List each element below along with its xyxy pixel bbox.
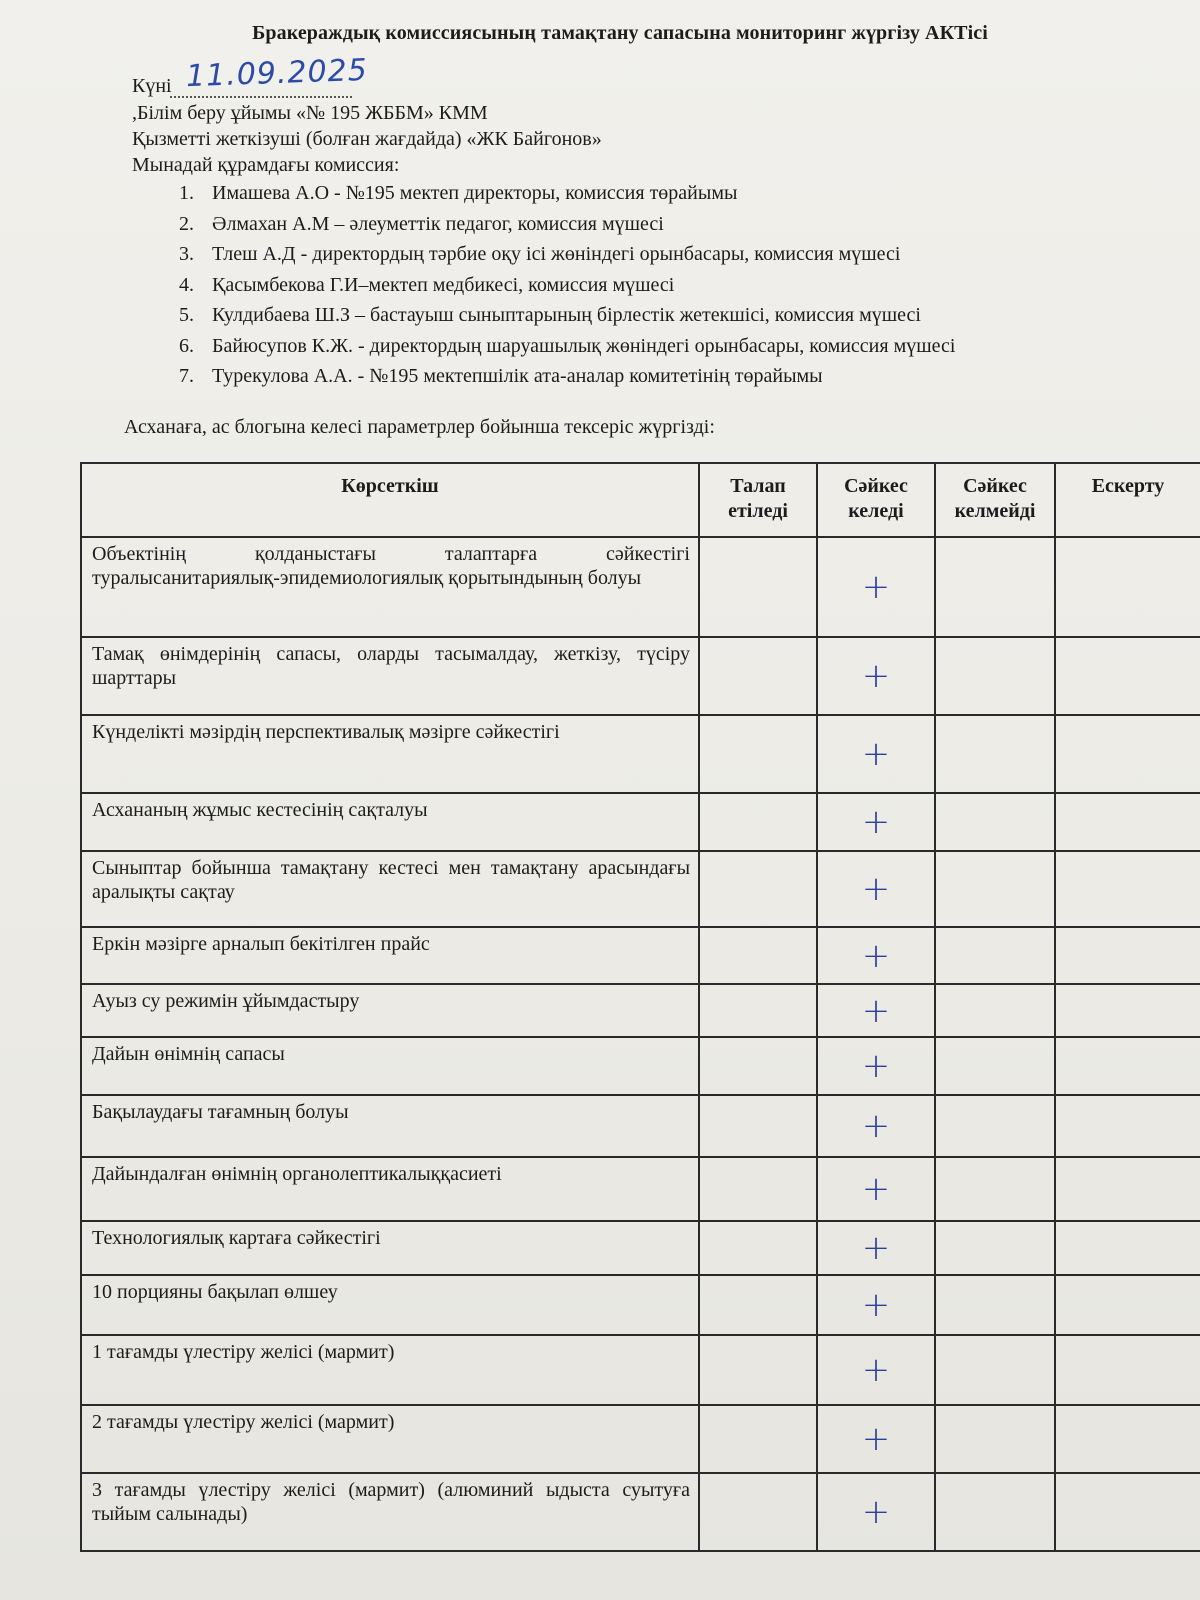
not-complies-cell [935,793,1055,851]
indicator-cell: Еркін мәзірге арналып бекітілген прайс [81,927,699,984]
date-handwritten: 11.09.2025 [185,52,369,95]
commission-intro: Мынадай құрамдағы комиссия: [132,154,400,176]
table-row [81,1473,1200,1551]
complies-mark: + [817,1473,935,1551]
not-complies-cell [935,1473,1055,1551]
indicator-cell: 10 порцияны бақылап өлшеу [81,1275,699,1335]
complies-mark: + [817,1037,935,1095]
complies-mark: + [817,1275,935,1335]
complies-mark: + [817,1221,935,1275]
not-complies-cell [935,537,1055,637]
table-row [81,927,1200,984]
header-indicator: Көрсеткіш [81,463,699,537]
indicator-cell: Сыныптар бойынша тамақтану кестесі мен тамақтану арасындағы аралықты сақтау [81,851,699,927]
required-cell [699,851,817,927]
complies-mark: + [817,715,935,793]
complies-mark: + [817,927,935,984]
not-complies-cell [935,637,1055,715]
complies-mark: + [817,537,935,637]
required-cell [699,715,817,793]
required-cell [699,1037,817,1095]
list-item: 3. Тлеш А.Д - директордың тәрбие оқу ісі жөніндегі орынбасары, комиссия мүшесі [179,243,901,265]
date-dotted-line [170,96,352,98]
required-cell [699,637,817,715]
commission-members-list [150,182,955,396]
required-cell [699,1335,817,1405]
note-cell [1055,1405,1200,1473]
organization-line: ,Білім беру ұйымы «№ 195 ЖББМ» КММ [132,102,488,124]
note-cell [1055,1095,1200,1157]
table-header-row [81,463,1200,537]
complies-mark: + [817,851,935,927]
document-title: Бракераждық комиссиясының тамақтану сапасына мониторинг жүргізу АКТісі [252,22,988,44]
required-cell [699,927,817,984]
indicator-cell: Ауыз су режимін ұйымдастыру [81,984,699,1037]
complies-mark: + [817,1335,935,1405]
not-complies-cell [935,1335,1055,1405]
note-cell [1055,1275,1200,1335]
note-cell [1055,1335,1200,1405]
list-item: 1. Имашева А.О - №195 мектеп директоры, комиссия төрайымы [179,182,738,204]
not-complies-cell [935,1275,1055,1335]
required-cell [699,1221,817,1275]
table-row [81,1157,1200,1221]
list-item: 2. Әлмахан А.М – әлеуметтік педагог, комиссия мүшесі [179,212,664,235]
complies-mark: + [817,637,935,715]
complies-mark: + [817,1095,935,1157]
complies-mark: + [817,1157,935,1221]
not-complies-cell [935,1221,1055,1275]
note-cell [1055,851,1200,927]
table-row [81,793,1200,851]
not-complies-cell [935,984,1055,1037]
not-complies-cell [935,1157,1055,1221]
complies-mark: + [817,984,935,1037]
list-item: 7. Турекулова А.А. - №195 мектепшілік ата-аналар комитетінің төрайымы [179,365,823,387]
table-row [81,984,1200,1037]
indicator-cell: Бақылаудағы тағамның болуы [81,1095,699,1157]
indicator-cell: Дайындалған өнімнің органолептикалыққасиеті [81,1157,699,1221]
indicator-cell: Объектінің қолданыстағы талаптарға сәйкестігі туралысанитариялық-эпидемиологиялық қорытындының болуы [81,537,699,637]
inspection-intro: Асханаға, ас блогына келесі параметрлер бойынша тексеріс жүргізді: [124,416,715,438]
table-row [81,537,1200,637]
provider-line: Қызметті жеткізуші (болған жағдайда) «ЖК Байгонов» [132,128,602,150]
table-row [81,1405,1200,1473]
table-row [81,1335,1200,1405]
table-row [81,1037,1200,1095]
not-complies-cell [935,927,1055,984]
required-cell [699,1095,817,1157]
note-cell [1055,927,1200,984]
header-not-complies: Сәйкес келмейді [935,463,1055,537]
indicator-cell: 2 тағамды үлестіру желісі (мармит) [81,1405,699,1473]
table-row [81,715,1200,793]
required-cell [699,1473,817,1551]
indicator-cell: 3 тағамды үлестіру желісі (мармит) (алюминий ыдыста суытуға тыйым салынады) [81,1473,699,1551]
required-cell [699,1405,817,1473]
header-required: Талап етіледі [699,463,817,537]
table-row [81,637,1200,715]
table-row [81,1095,1200,1157]
indicator-cell: Асхананың жұмыс кестесінің сақталуы [81,793,699,851]
table-row [81,851,1200,927]
required-cell [699,537,817,637]
not-complies-cell [935,1095,1055,1157]
not-complies-cell [935,1405,1055,1473]
indicator-cell: Технологиялық картаға сәйкестігі [81,1221,699,1275]
indicator-cell: Тамақ өнімдерінің сапасы, оларды тасымалдау, жеткізу, түсіру шарттары [81,637,699,715]
not-complies-cell [935,1037,1055,1095]
note-cell [1055,637,1200,715]
indicator-cell: Күнделікті мәзірдің перспективалық мәзірге сәйкестігі [81,715,699,793]
date-label: Күні [132,75,172,97]
table-row [81,1275,1200,1335]
inspection-table [80,462,1200,1552]
header-complies: Сәйкес келеді [817,463,935,537]
note-cell [1055,715,1200,793]
complies-mark: + [817,793,935,851]
header-note: Ескерту [1055,463,1200,537]
list-item: 4. Қасымбекова Г.И–мектеп медбикесі, комиссия мүшесі [179,273,675,296]
note-cell [1055,1157,1200,1221]
note-cell [1055,984,1200,1037]
table-row [81,1221,1200,1275]
required-cell [699,1275,817,1335]
note-cell [1055,1221,1200,1275]
list-item: 5. Кулдибаева Ш.З – бастауыш сыныптарының бірлестік жетекшісі, комиссия мүшесі [179,304,921,326]
note-cell [1055,1037,1200,1095]
indicator-cell: 1 тағамды үлестіру желісі (мармит) [81,1335,699,1405]
indicator-cell: Дайын өнімнің сапасы [81,1037,699,1095]
required-cell [699,793,817,851]
not-complies-cell [935,851,1055,927]
note-cell [1055,1473,1200,1551]
note-cell [1055,537,1200,637]
required-cell [699,984,817,1037]
note-cell [1055,793,1200,851]
not-complies-cell [935,715,1055,793]
required-cell [699,1157,817,1221]
list-item: 6. Байюсупов К.Ж. - директордың шаруашылық жөніндегі орынбасары, комиссия мүшесі [179,334,956,357]
complies-mark: + [817,1405,935,1473]
